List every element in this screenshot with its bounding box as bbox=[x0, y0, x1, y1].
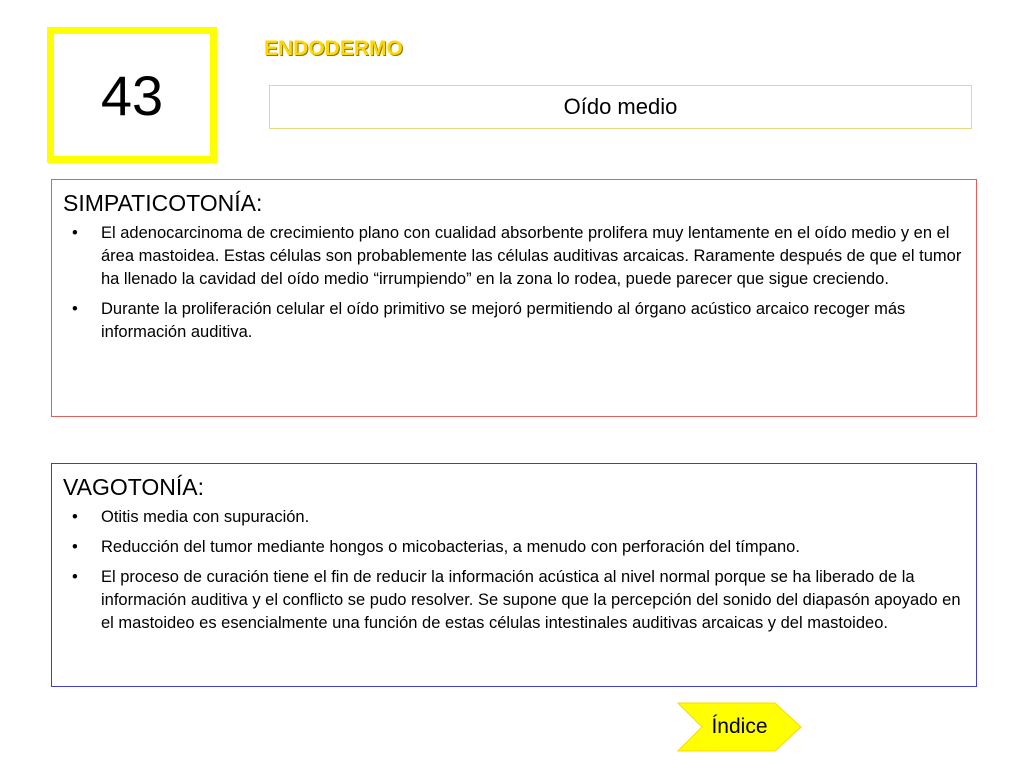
list-item bbox=[63, 298, 967, 344]
bullet: • bbox=[72, 538, 78, 556]
bullet: • bbox=[72, 508, 78, 526]
list-item-text: Reducción del tumor mediante hongos o micobacterias, a menudo con perforación del tímpano. bbox=[101, 538, 800, 556]
sympathicotonia-list bbox=[63, 222, 967, 344]
vagotonia-heading: VAGOTONÍA: bbox=[63, 474, 205, 500]
slide-number-box bbox=[47, 27, 217, 163]
slide-number: 43 bbox=[100, 63, 164, 127]
list-item bbox=[63, 222, 967, 291]
list-item bbox=[63, 566, 967, 635]
subtitle: Oído medio bbox=[563, 94, 678, 119]
section-title: ENDODERMO bbox=[264, 37, 403, 60]
list-item bbox=[63, 536, 967, 559]
list-item-text: El adenocarcinoma de crecimiento plano con cualidad absorbente prolifera muy lentamente en el oído medio y en el área mastoidea. Estas células son probablemente las células auditivas arcaicas. Raramente después de que el tumor ha llenado la cavidad del oído medio “irrumpiendo” en la zona lo rodea, puede parecer que sigue creciendo. bbox=[101, 224, 962, 288]
list-item-text: Durante la proliferación celular el oído primitivo se mejoró permitiendo al órgano acústico arcaico recoger más información auditiva. bbox=[101, 300, 906, 341]
list-item-text: Otitis media con supuración. bbox=[101, 508, 310, 526]
sympathicotonia-panel bbox=[51, 179, 977, 417]
index-button[interactable] bbox=[677, 702, 802, 752]
bullet: • bbox=[72, 568, 78, 586]
subtitle-box bbox=[269, 85, 972, 129]
bullet: • bbox=[72, 300, 78, 318]
index-button-label: Índice bbox=[711, 715, 768, 738]
list-item-text: El proceso de curación tiene el fin de reducir la información acústica al nivel normal porque se ha liberado de la información auditiva y el conflicto se pudo resolver. Se supone que la percepción del sonido del diapasón apoyado en el mastoideo es esencialmente una función de estas células intestinales auditivas arcaicas y del mastoideo. bbox=[101, 568, 961, 632]
list-item bbox=[63, 506, 967, 529]
bullet: • bbox=[72, 224, 78, 242]
vagotonia-list bbox=[63, 506, 967, 635]
sympathicotonia-heading: SIMPATICOTONÍA: bbox=[63, 190, 263, 216]
vagotonia-panel bbox=[51, 463, 977, 687]
